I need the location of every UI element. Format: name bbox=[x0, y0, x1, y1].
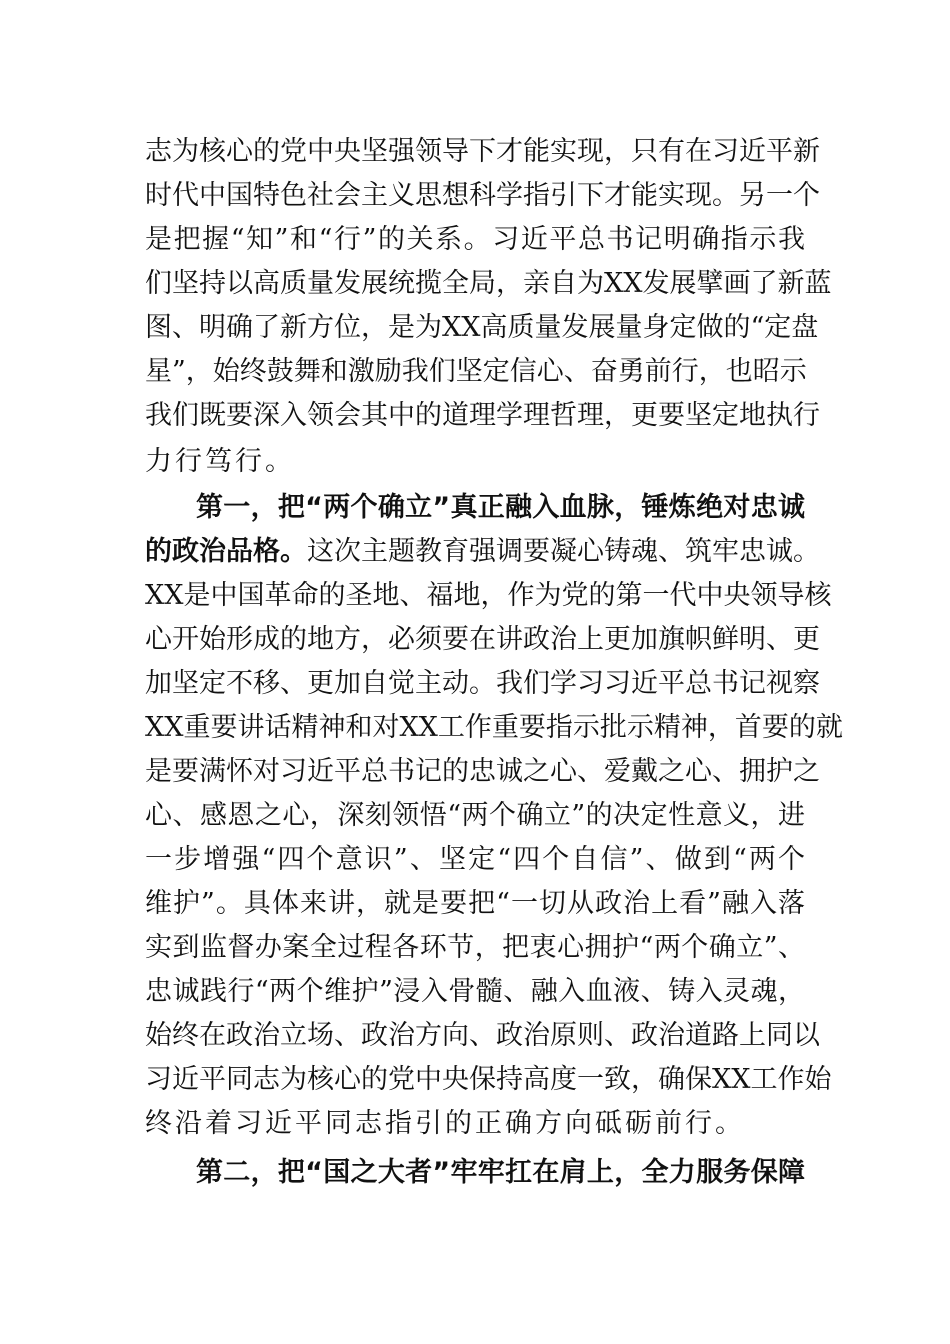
text-line: 忠诚践行“两个维护”浸入骨髓、融入血液、铸入灵魂， bbox=[145, 976, 805, 1007]
text-line: XX重要讲话精神和对XX工作重要指示批示精神，首要的就 bbox=[145, 712, 843, 743]
text-line: 是把握“知”和“行”的关系。习近平总书记明确指示我 bbox=[145, 224, 805, 255]
text-line: 心、感恩之心，深刻领悟“两个确立”的决定性意义，进 bbox=[145, 800, 805, 831]
text-line: 图、明确了新方位，是为XX高质量发展量身定做的“定盘 bbox=[145, 312, 819, 343]
text-line: 加坚定不移、更加自觉主动。我们学习习近平总书记视察 bbox=[145, 668, 820, 699]
text-span: 这次主题教育强调要凝心铸魂、筑牢忠诚。 bbox=[307, 536, 820, 567]
text-line: 我们既要深入领会其中的道理学理哲理，更要坚定地执行 bbox=[145, 400, 820, 431]
text-line: 志为核心的党中央坚强领导下才能实现，只有在习近平新 bbox=[145, 136, 820, 167]
text-line: 星”，始终鼓舞和激励我们坚定信心、奋勇前行，也昭示 bbox=[145, 356, 807, 387]
text-line: 是要满怀对习近平总书记的忠诚之心、爱戴之心、拥护之 bbox=[145, 756, 820, 787]
text-line: XX是中国革命的圣地、福地，作为党的第一代中央领导核 bbox=[145, 580, 832, 611]
text-line: 习近平同志为核心的党中央保持高度一致，确保XX工作始 bbox=[145, 1064, 832, 1095]
text-line: 实到监督办案全过程各环节，把衷心拥护“两个确立”、 bbox=[145, 932, 805, 963]
section-heading-end: 的政治品格。 bbox=[145, 536, 307, 567]
text-line bbox=[145, 530, 820, 574]
text-line: 力行笃行。 bbox=[145, 446, 295, 477]
text-line: 时代中国特色社会主义思想科学指引下才能实现。另一个 bbox=[145, 180, 820, 211]
text-line: 始终在政治立场、政治方向、政治原则、政治道路上同以 bbox=[145, 1020, 820, 1051]
section-heading: 第二，把“国之大者”牢牢扛在肩上，全力服务保障 bbox=[196, 1157, 805, 1188]
text-line: 们坚持以高质量发展统揽全局，亲自为XX发展擘画了新蓝 bbox=[145, 268, 832, 299]
text-line: 心开始形成的地方，必须要在讲政治上更加旗帜鲜明、更 bbox=[145, 624, 820, 655]
text-line: 维护”。具体来讲，就是要把“一切从政治上看”融入落 bbox=[145, 888, 805, 919]
text-line: 一步增强“四个意识”、坚定“四个自信”、做到“两个 bbox=[145, 844, 805, 875]
text-line: 终沿着习近平同志指引的正确方向砥砺前行。 bbox=[145, 1108, 745, 1139]
section-heading: 第一，把“两个确立”真正融入血脉，锤炼绝对忠诚 bbox=[196, 492, 805, 523]
